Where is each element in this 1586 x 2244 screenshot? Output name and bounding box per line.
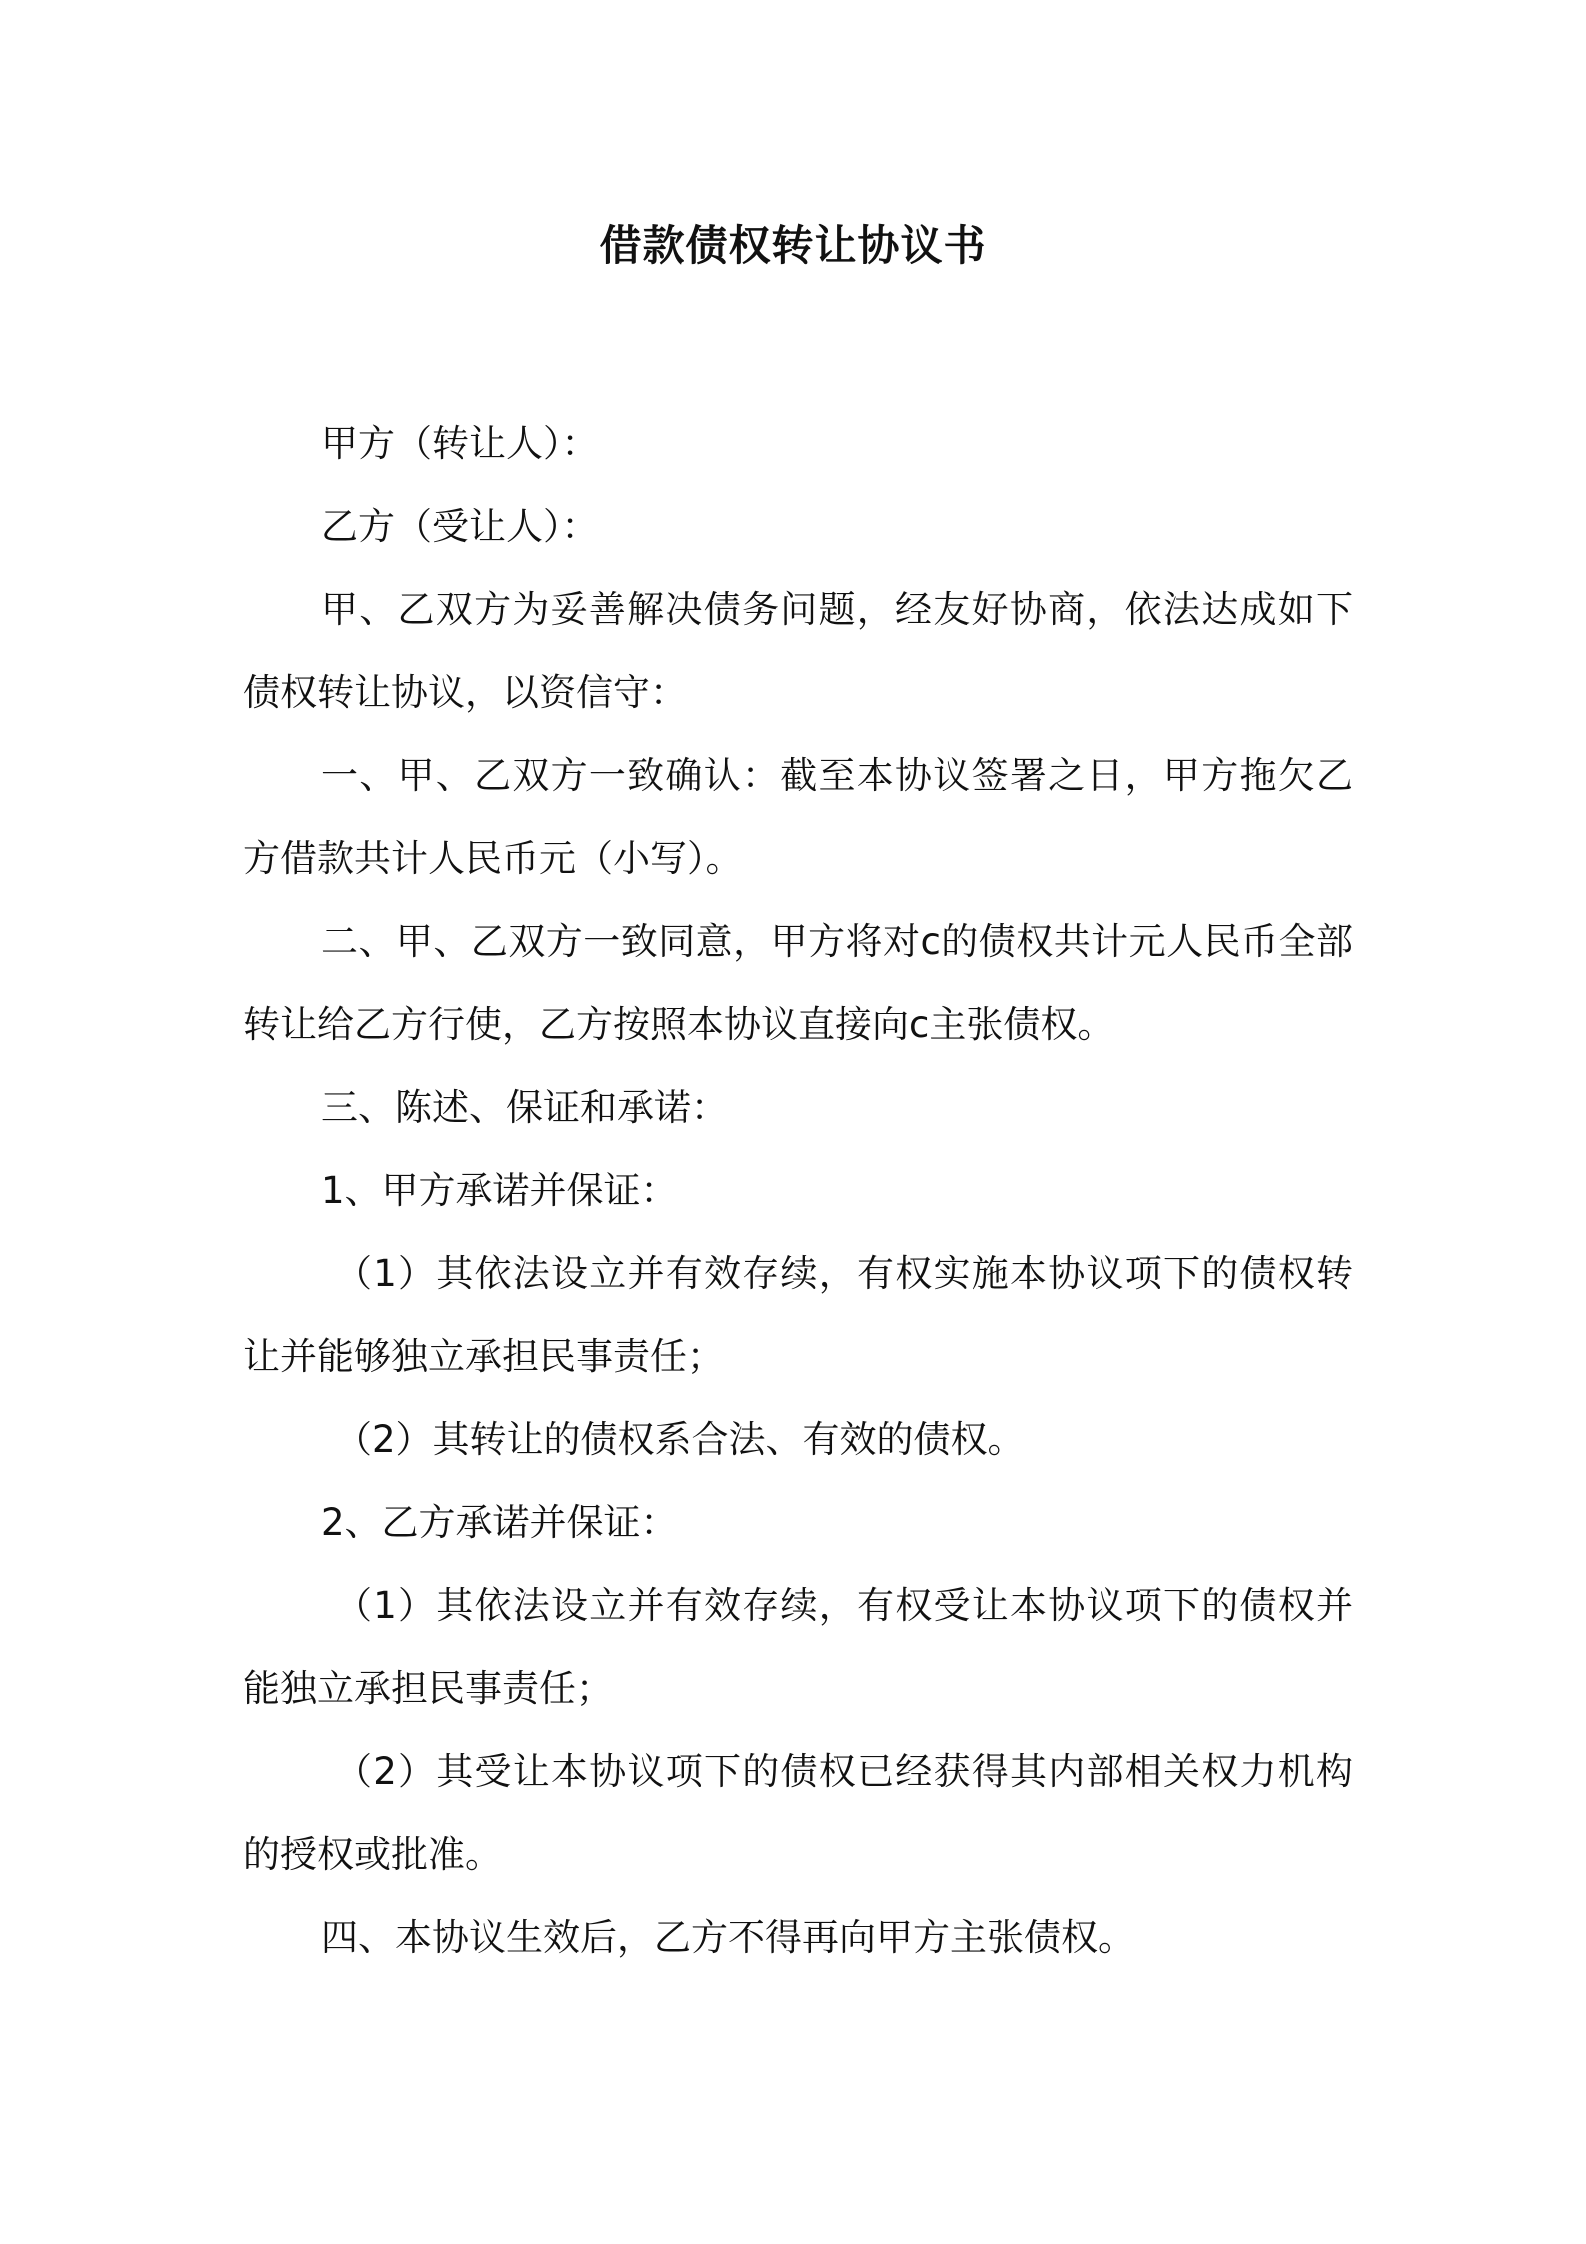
clause-1: 一、甲、乙双方一致确认：截至本协议签署之日，甲方拖欠乙方借款共计人民币元（小写）。 xyxy=(243,754,1353,880)
clause-3-2-item-2: （2）其受让本协议项下的债权已经获得其内部相关权力机构的授权或批准。 xyxy=(243,1750,1353,1876)
document-body xyxy=(243,402,1353,1979)
clause-3-1-item-2: （2）其转让的债权系合法、有效的债权。 xyxy=(335,1418,1025,1461)
clause-3-1-item-1: （1）其依法设立并有效存续，有权实施本协议项下的债权转让并能够独立承担民事责任； xyxy=(243,1252,1353,1378)
party-a-line: 甲方（转让人）： xyxy=(321,422,599,465)
document-title: 借款债权转让协议书 xyxy=(599,221,987,270)
party-b-line: 乙方（受让人）： xyxy=(321,505,599,548)
clause-3-1-heading: 1、甲方承诺并保证： xyxy=(321,1169,678,1212)
clause-2: 二、甲、乙双方一致同意，甲方将对c的债权共计元人民币全部转让给乙方行使，乙方按照本协议直接向c主张债权。 xyxy=(243,920,1353,1046)
clause-3-heading: 三、陈述、保证和承诺： xyxy=(321,1086,728,1129)
clause-4: 四、本协议生效后，乙方不得再向甲方主张债权。 xyxy=(321,1916,1135,1959)
preamble-paragraph: 甲、乙双方为妥善解决债务问题，经友好协商，依法达成如下债权转让协议，以资信守： xyxy=(243,588,1353,714)
clause-3-2-heading: 2、乙方承诺并保证： xyxy=(321,1501,678,1544)
clause-3-2-item-1: （1）其依法设立并有效存续，有权受让本协议项下的债权并能独立承担民事责任； xyxy=(243,1584,1353,1710)
